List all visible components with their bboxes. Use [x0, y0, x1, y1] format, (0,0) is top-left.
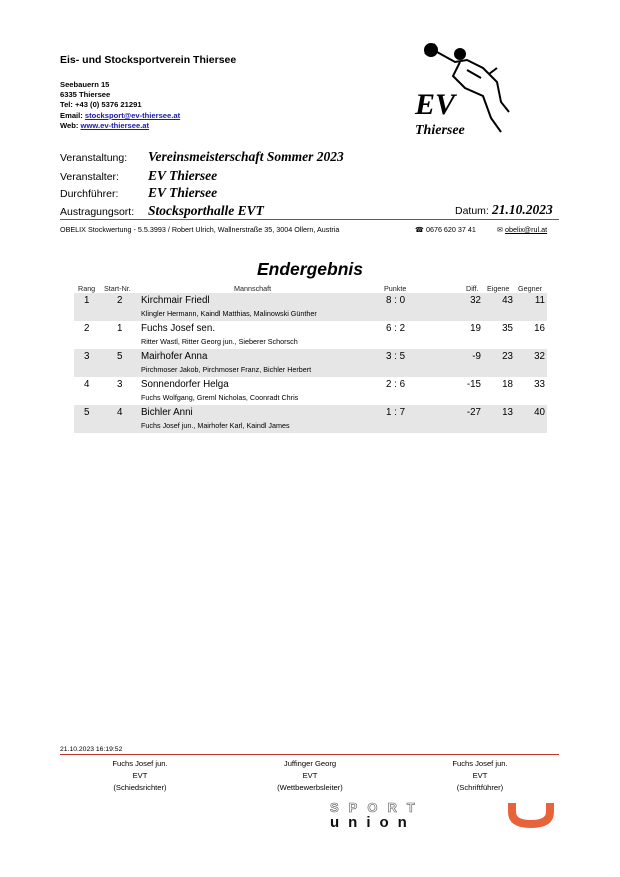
club-email-line — [60, 111, 180, 121]
cell-rang: 4 — [84, 379, 90, 390]
club-email-label: Email: — [60, 111, 83, 120]
sport-logo-text: SPORT — [330, 800, 425, 815]
austragungsort-value: Stocksporthalle EVT — [148, 203, 264, 218]
table-row — [74, 349, 547, 377]
header-mannschaft: Mannschaft — [234, 284, 272, 293]
signature-schriftfuehrer — [410, 758, 550, 794]
signature-schiedsrichter — [70, 758, 210, 794]
cell-rang: 3 — [84, 351, 90, 362]
cell-punkte: 6 : 2 — [386, 323, 406, 334]
signature-wettbewerbsleiter — [240, 758, 380, 794]
cell-punkte: 3 : 5 — [386, 351, 406, 362]
obelix-mail — [497, 225, 547, 234]
cell-start-nr: 3 — [117, 379, 123, 390]
cell-punkte: 1 : 7 — [386, 407, 406, 418]
cell-punkte: 2 : 6 — [386, 379, 406, 390]
cell-diff: -9 — [472, 351, 481, 362]
table-row — [74, 405, 547, 433]
signature-role: (Schriftführer) — [456, 783, 504, 792]
header-punkte: Punkte — [384, 284, 407, 293]
durchfuehrer-label: Durchführer: — [60, 188, 119, 200]
sport-union-logo — [330, 800, 560, 830]
cell-team-name: Bichler Anni — [141, 407, 193, 418]
cell-gegner: 16 — [534, 323, 545, 334]
signature-org: EVT — [302, 771, 318, 780]
cell-diff: -15 — [466, 379, 481, 390]
page-title: Endergebnis — [257, 259, 363, 279]
club-street: Seebauern 15 — [60, 80, 110, 89]
signature-name: Juffinger Georg — [283, 759, 337, 768]
header-gegner: Gegner — [518, 284, 542, 293]
cell-team-members: Ritter Wastl, Ritter Georg jun., Sieberer Schorsch — [141, 337, 298, 346]
cell-start-nr: 5 — [117, 351, 123, 362]
union-u-icon — [508, 803, 554, 828]
signature-name: Fuchs Josef jun. — [112, 759, 168, 768]
cell-team-members: Fuchs Josef jun., Mairhofer Karl, Kaindl James — [141, 421, 290, 430]
cell-gegner: 33 — [534, 379, 545, 390]
cell-gegner: 40 — [534, 407, 545, 418]
veranstalter-label: Veranstalter: — [60, 171, 119, 183]
cell-punkte: 8 : 0 — [386, 295, 406, 306]
datum-label: Datum: — [455, 205, 489, 217]
signature-org: EVT — [472, 771, 488, 780]
table-row — [74, 321, 547, 349]
austragungsort-label: Austragungsort: — [60, 206, 135, 218]
cell-eigene: 13 — [502, 407, 513, 418]
print-timestamp: 21.10.2023 16:19:52 — [60, 746, 123, 753]
cell-team-name: Sonnendorfer Helga — [141, 379, 229, 390]
signature-name: Fuchs Josef jun. — [452, 759, 508, 768]
cell-start-nr: 1 — [117, 323, 123, 334]
header-eigene: Eigene — [487, 284, 510, 293]
logo-text-thiersee: Thiersee — [415, 123, 465, 138]
signature-role: (Schiedsrichter) — [113, 783, 167, 792]
cell-team-name: Mairhofer Anna — [141, 351, 208, 362]
club-name: Eis- und Stocksportverein Thiersee — [60, 54, 237, 66]
club-email-link[interactable]: stocksport@ev-thiersee.at — [84, 111, 181, 120]
veranstaltung-label: Veranstaltung: — [60, 152, 128, 164]
cell-rang: 5 — [84, 407, 90, 418]
footer-divider — [60, 754, 559, 755]
cell-eigene: 18 — [502, 379, 513, 390]
cell-rang: 2 — [84, 323, 90, 334]
logo-text-ev: EV — [415, 88, 456, 121]
obelix-info: OBELIX Stockwertung - 5.5.3993 / Robert Ulrich, Wallnerstraße 35, 3004 Ollern, Austria — [60, 225, 340, 234]
cell-rang: 1 — [84, 295, 90, 306]
cell-start-nr: 4 — [117, 407, 123, 418]
cell-gegner: 32 — [534, 351, 545, 362]
durchfuehrer-value: EV Thiersee — [148, 185, 218, 200]
veranstalter-value: EV Thiersee — [148, 168, 218, 183]
cell-start-nr: 2 — [117, 295, 123, 306]
cell-team-name: Kirchmair Friedl — [141, 295, 210, 306]
cell-diff: 19 — [470, 323, 481, 334]
header-start-nr: Start-Nr. — [104, 284, 131, 293]
table-row — [74, 377, 547, 405]
cell-eigene: 43 — [502, 295, 513, 306]
header-rang: Rang — [78, 284, 96, 293]
club-web-line — [60, 121, 149, 131]
cell-diff: -27 — [466, 407, 481, 418]
signature-role: (Wettbewerbsleiter) — [277, 783, 343, 792]
union-logo-text: union — [330, 814, 416, 830]
cell-team-name: Fuchs Josef sen. — [141, 323, 216, 334]
club-web-link[interactable]: www.ev-thiersee.at — [80, 121, 150, 130]
obelix-phone: ☎ 0676 620 37 41 — [415, 225, 476, 234]
obelix-mail-link[interactable]: obelix@rul.at — [505, 225, 548, 234]
cell-diff: 32 — [470, 295, 481, 306]
cell-gegner: 11 — [534, 295, 545, 306]
cell-team-members: Pirchmoser Jakob, Pirchmoser Franz, Bichler Herbert — [141, 365, 312, 374]
mail-icon: ✉ — [497, 225, 504, 234]
cell-team-members: Klingler Hermann, Kaindl Matthias, Malinowski Günther — [141, 309, 317, 318]
veranstaltung-value: Vereinsmeisterschaft Sommer 2023 — [148, 149, 344, 164]
datum-value: 21.10.2023 — [492, 202, 553, 217]
table-row — [74, 293, 547, 321]
club-phone: Tel: +43 (0) 5376 21291 — [60, 100, 142, 109]
club-web-label: Web: — [60, 121, 79, 130]
club-logo — [405, 40, 515, 140]
club-city: 6335 Thiersee — [60, 90, 111, 99]
cell-eigene: 23 — [502, 351, 513, 362]
signature-org: EVT — [132, 771, 148, 780]
cell-eigene: 35 — [502, 323, 513, 334]
header-divider — [60, 219, 559, 220]
cell-team-members: Fuchs Wolfgang, Greml Nicholas, Coonradt Chris — [141, 393, 299, 402]
header-diff: Diff. — [466, 284, 479, 293]
